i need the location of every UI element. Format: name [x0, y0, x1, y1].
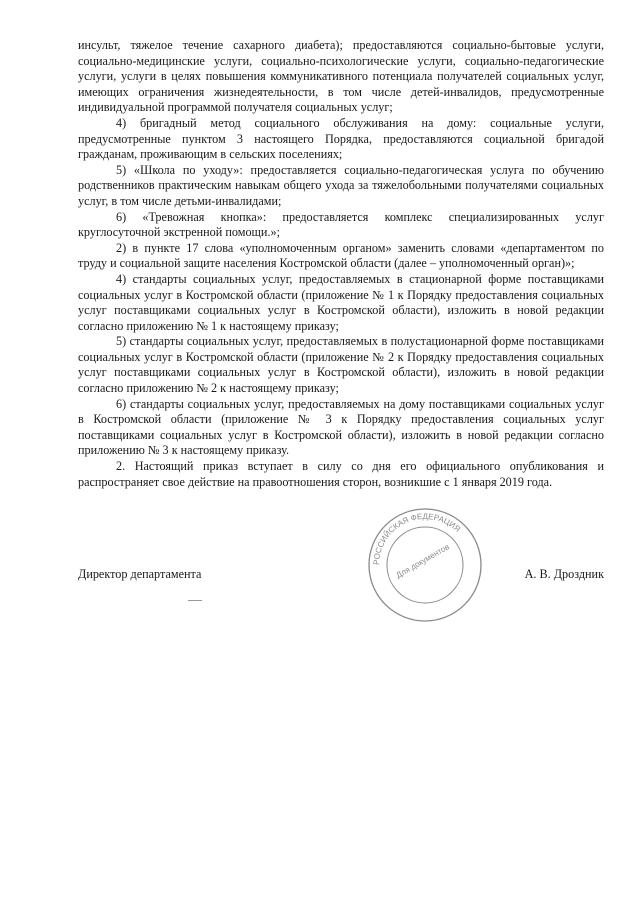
paragraph-3: 6) «Тревожная кнопка»: предоставляется комплекс специализированных услуг круглосуточной экстренной помощи.»; — [78, 209, 604, 240]
stamp-inner-text: Для документов — [394, 542, 451, 580]
divider-mark — [188, 600, 202, 601]
paragraph-5: 4) стандарты социальных услуг, предоставляемых в стационарной форме поставщиками социальных услуг в Костромской области (приложение № 1 к Порядку предоставления социальных услуг поставщиками социальных услуг в Костромской области), изложить в новой редакции согласно приложению № 1 к настоящему приказу; — [78, 271, 604, 333]
svg-text:РОССИЙСКАЯ ФЕДЕРАЦИЯ — [372, 512, 462, 565]
paragraph-8: 2. Настоящий приказ вступает в силу со дня его официального опубликования и распространяет свое действие на правоотношения сторон, возникшие с 1 января 2019 года. — [78, 459, 604, 489]
paragraph-0: инсульт, тяжелое течение сахарного диабета); предоставляются социально-бытовые услуги, социально-медицинские услуги, социально-психологические услуги, социально-педагогические услуги, услуги в целях повышения коммуникативного потенциала получателей социальных услуг, имеющих ограничения жизнедеятельности, в том числе детей-инвалидов, предусмотренные индивидуальной программой получателя социальных услуг; — [78, 38, 604, 115]
paragraph-1: 4) бригадный метод социального обслуживания на дому: социальные услуги, предусмотренные пунктом 3 настоящего Порядка, предоставляются социальной бригадой гражданам, проживающим в сельских поселениях; — [78, 115, 604, 162]
signatory-name: А. В. Дроздник — [524, 567, 604, 581]
paragraph-6: 5) стандарты социальных услуг, предоставляемых в полустационарной форме поставщиками социальных услуг в Костромской области (приложение № 2 к Порядку предоставления социальных услуг поставщиками социальных услуг в Костромской области), изложить в новой редакции согласно приложению № 2 к настоящему приказу; — [78, 334, 604, 396]
paragraph-4: 2) в пункте 17 слова «уполномоченным органом» заменить словами «департаментом по труду и социальной защите населения Костромской области (далее – уполномоченный орган)»; — [78, 240, 604, 271]
document-body — [78, 38, 604, 490]
paragraph-2: 5) «Школа по уходу»: предоставляется социально-педагогическая услуга по обучению родственников практическим навыкам общего ухода за тяжелобольными получателями социальных услуг, в том числе детьми-инвалидами; — [78, 162, 604, 208]
stamp-outer-text: РОССИЙСКАЯ ФЕДЕРАЦИЯ — [371, 511, 463, 566]
signature-block — [78, 567, 604, 582]
official-stamp — [365, 505, 485, 625]
paragraph-7: 6) стандарты социальных услуг, предоставляемых на дому поставщиками социальных услуг в Костромской области (приложение № 3 к Порядку предоставления социальных услуг поставщиками социальных услуг в Костромской области), изложить в новой редакции согласно приложению № 3 к настоящему приказу. — [78, 396, 604, 458]
signatory-position: Директор департамента — [78, 567, 202, 581]
